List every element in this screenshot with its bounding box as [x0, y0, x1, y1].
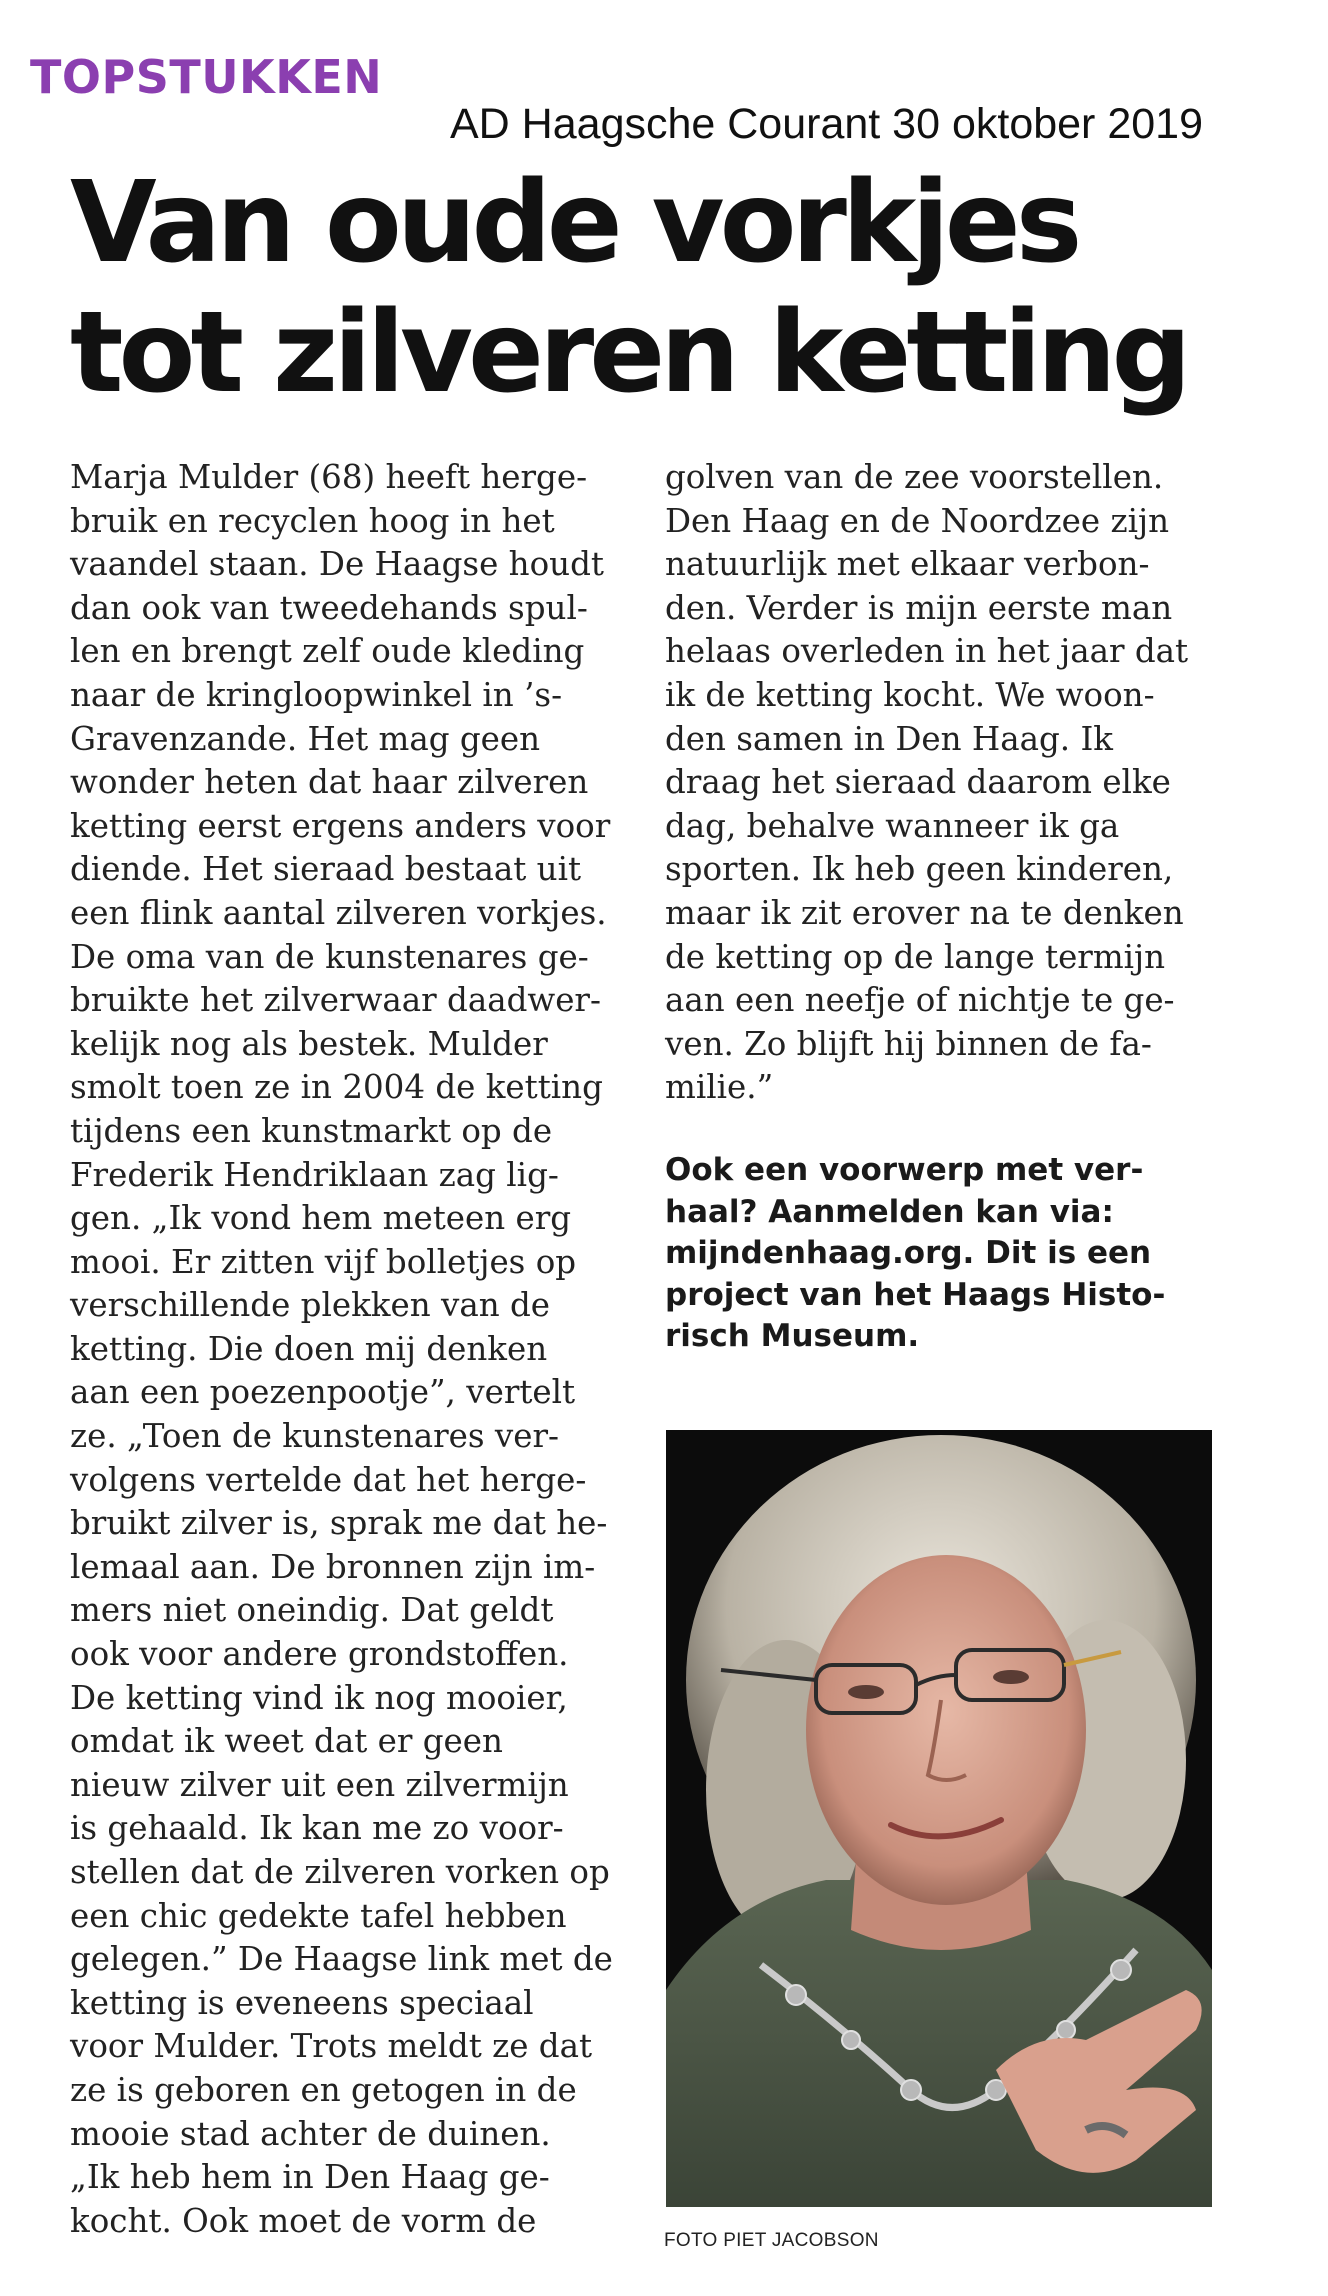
call-to-action	[665, 1150, 1225, 1358]
body-left-line: verschillende plekken van de	[70, 1286, 551, 1325]
body-left-line: gen. „Ik vond hem meteen erg	[70, 1199, 572, 1238]
body-right-line: ik de ketting kocht. We woon-	[665, 675, 1155, 714]
body-left-line: De oma van de kunstenares ge-	[70, 937, 589, 976]
body-right-line: milie.”	[665, 1068, 774, 1107]
body-right-line: de ketting op de lange termijn	[665, 937, 1166, 976]
body-left-line: dan ook van tweedehands spul-	[70, 588, 588, 627]
body-right-line: den samen in Den Haag. Ik	[665, 719, 1113, 758]
body-right-line: Den Haag en de Noordzee zijn	[665, 501, 1170, 540]
cta-line: project van het Haags Histo-	[665, 1276, 1166, 1313]
body-left-line: „Ik heb hem in Den Haag ge-	[70, 2158, 550, 2197]
body-right-line: golven van de zee voorstellen.	[665, 458, 1164, 496]
cta-line: risch Museum.	[665, 1318, 920, 1355]
article-body-right-column	[665, 456, 1225, 1110]
body-left-line: aan een poezenpootje”, vertelt	[70, 1373, 576, 1412]
body-left-line: ketting eerst ergens anders voor	[70, 806, 611, 845]
body-left-line: lemaal aan. De bronnen zijn im-	[70, 1547, 596, 1586]
body-left-line: naar de kringloopwinkel in ’s-	[70, 675, 563, 714]
body-left-line: stellen dat de zilveren vorken op	[70, 1853, 610, 1891]
body-left-line: vaandel staan. De Haagse houdt	[70, 545, 604, 584]
body-right-line: dag, behalve wanneer ik ga	[665, 806, 1120, 845]
body-left-line: voor Mulder. Trots meldt ze dat	[70, 2027, 593, 2066]
headline-line-2: tot zilveren ketting	[70, 288, 1187, 418]
body-left-line: mooie stad achter de duinen.	[70, 2114, 551, 2153]
body-left-line: tijdens een kunstmarkt op de	[70, 1111, 553, 1150]
body-right-line: ven. Zo blijft hij binnen de fa-	[665, 1024, 1152, 1063]
photo-credit: FOTO PIET JACOBSON	[664, 2230, 879, 2251]
body-right-line: draag het sieraad daarom elke	[665, 763, 1171, 802]
body-left-line: gelegen.” De Haagse link met de	[70, 1940, 613, 1979]
cta-line: mijndenhaag.org. Dit is een	[665, 1235, 1152, 1272]
body-left-line: een chic gedekte tafel hebben	[70, 1896, 567, 1935]
cta-line: haal? Aanmelden kan via:	[665, 1193, 1114, 1230]
article-body-left-column	[70, 456, 645, 2243]
body-left-line: Marja Mulder (68) heeft herge-	[70, 458, 588, 496]
body-left-line: ketting is eveneens speciaal	[70, 1983, 534, 2022]
body-left-line: kelijk nog als bestek. Mulder	[70, 1024, 548, 1063]
body-left-line: volgens vertelde dat het herge-	[70, 1460, 587, 1499]
body-left-line: diende. Het sieraad bestaat uit	[70, 850, 582, 889]
body-left-line: Gravenzande. Het mag geen	[70, 719, 541, 758]
portrait-illustration	[666, 1430, 1212, 2207]
body-left-line: ketting. Die doen mij denken	[70, 1329, 548, 1368]
source-line: AD Haagsche Courant 30 oktober 2019	[450, 100, 1203, 148]
section-label: TOPSTUKKEN	[30, 50, 383, 104]
body-left-line: omdat ik weet dat er geen	[70, 1722, 503, 1761]
headline	[70, 158, 1270, 418]
body-left-line: ze is geboren en getogen in de	[70, 2070, 577, 2109]
body-left-line: mers niet oneindig. Dat geldt	[70, 1591, 554, 1630]
cta-line: Ook een voorwerp met ver-	[665, 1152, 1144, 1188]
body-right-line: den. Verder is mijn eerste man	[665, 588, 1173, 627]
body-right-line: sporten. Ik heb geen kinderen,	[665, 850, 1174, 889]
body-right-line: natuurlijk met elkaar verbon-	[665, 545, 1150, 584]
body-left-line: een flink aantal zilveren vorkjes.	[70, 893, 607, 932]
body-left-line: len en brengt zelf oude kleding	[70, 632, 585, 671]
body-left-line: nieuw zilver uit een zilvermijn	[70, 1765, 569, 1804]
portrait-photo	[666, 1430, 1212, 2207]
body-left-line: Frederik Hendriklaan zag lig-	[70, 1155, 559, 1194]
body-right-line: aan een neefje of nichtje te ge-	[665, 981, 1175, 1020]
body-left-line: De ketting vind ik nog mooier,	[70, 1678, 568, 1717]
body-left-line: smolt toen ze in 2004 de ketting	[70, 1068, 603, 1107]
body-right-line: maar ik zit erover na te denken	[665, 893, 1184, 932]
body-left-line: bruikte het zilverwaar daadwer-	[70, 981, 601, 1020]
body-left-line: ze. „Toen de kunstenares ver-	[70, 1417, 560, 1456]
body-left-line: mooi. Er zitten vijf bolletjes op	[70, 1242, 577, 1281]
body-right-line: helaas overleden in het jaar dat	[665, 632, 1189, 671]
body-left-line: is gehaald. Ik kan me zo voor-	[70, 1809, 564, 1848]
body-left-line: bruikt zilver is, sprak me dat he-	[70, 1504, 608, 1543]
body-left-line: ook voor andere grondstoffen.	[70, 1635, 569, 1674]
headline-line-1: Van oude vorkjes	[70, 158, 1078, 288]
body-left-line: kocht. Ook moet de vorm de	[70, 2201, 537, 2240]
body-left-line: wonder heten dat haar zilveren	[70, 763, 589, 802]
body-left-line: bruik en recyclen hoog in het	[70, 501, 555, 540]
